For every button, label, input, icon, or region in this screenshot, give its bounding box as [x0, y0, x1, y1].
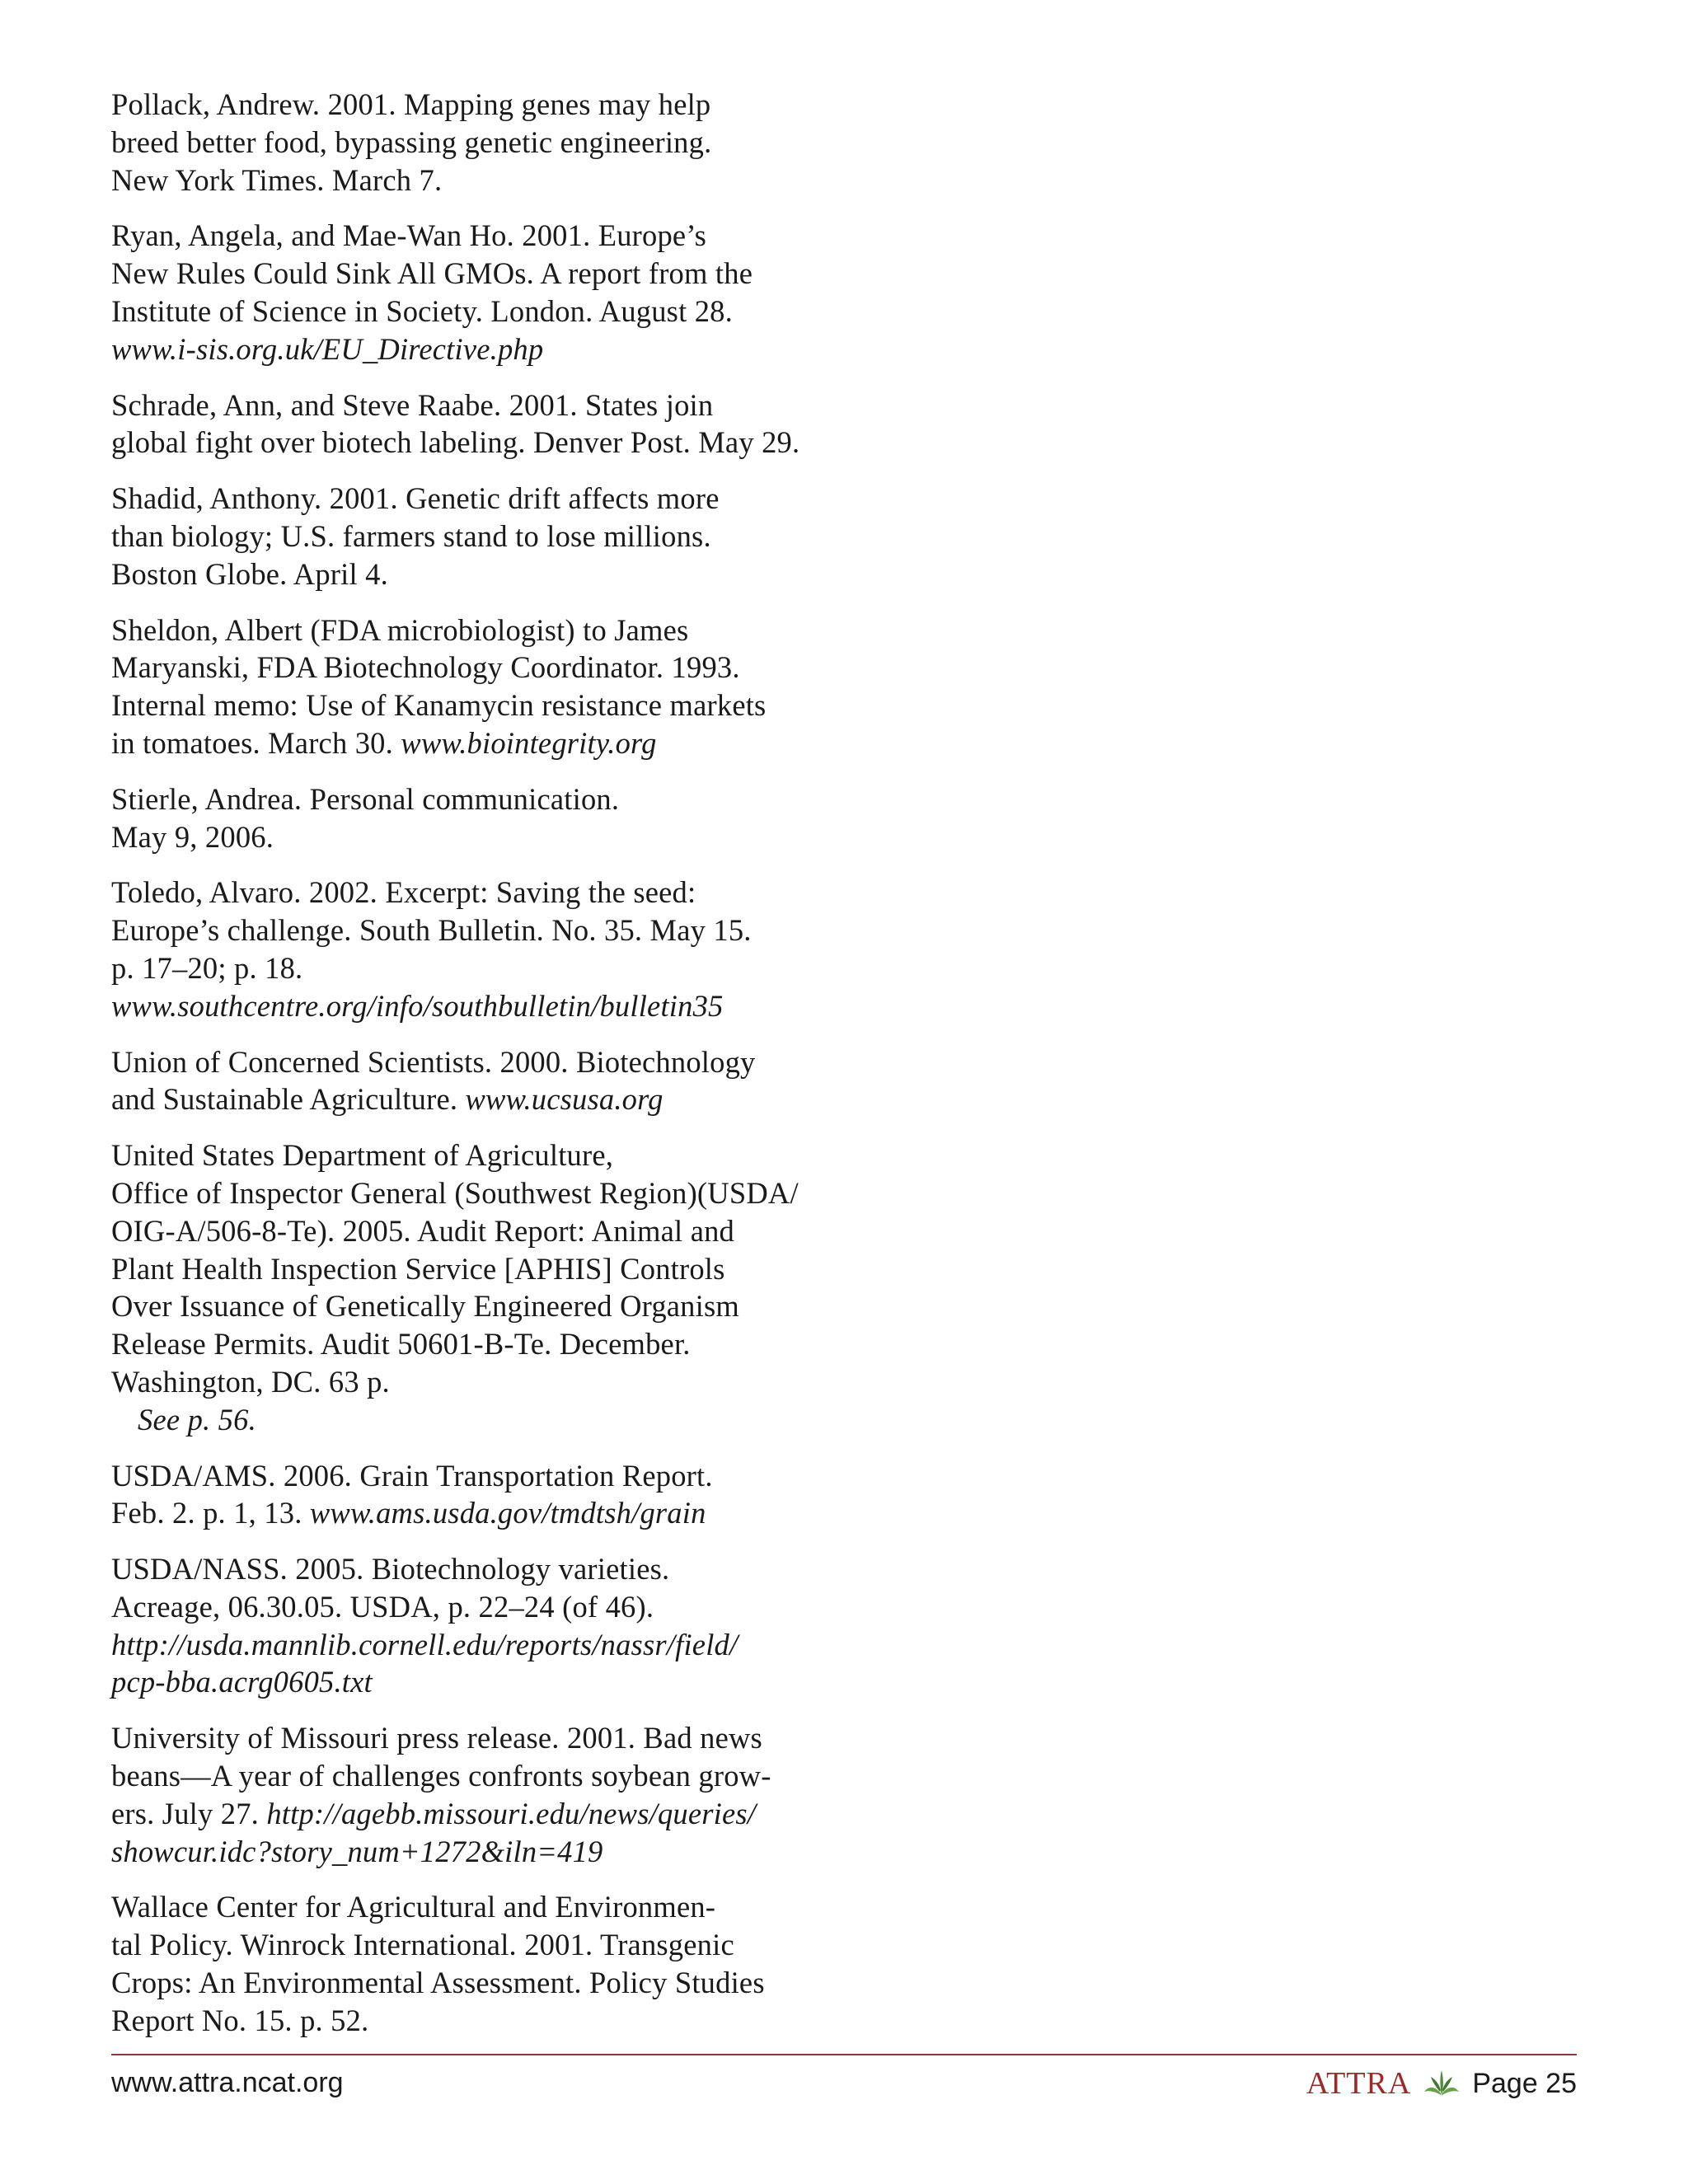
reference-entry — [111, 1719, 837, 1870]
reference-text-line — [111, 912, 837, 949]
reference-text-line — [111, 424, 837, 462]
reference-entry — [111, 1043, 837, 1119]
reference-text-line — [111, 780, 837, 818]
reference-text-line — [111, 649, 837, 687]
reference-text-line — [111, 1043, 837, 1081]
reference-text: Stierle, Andrea. Personal communication. — [111, 781, 620, 816]
reference-text-line — [111, 1550, 837, 1588]
reference-text: OIG-A/506-8-Te). 2005. Audit Report: Animal and — [111, 1213, 734, 1248]
reference-text-line — [111, 518, 837, 555]
reference-text-line — [111, 1494, 837, 1532]
page-footer — [111, 2060, 1577, 2110]
reference-text: Boston Globe. April 4. — [111, 556, 388, 591]
reference-text-line — [111, 1457, 837, 1495]
reference-note: See p. 56. — [138, 1402, 256, 1436]
reference-text: Feb. 2. p. 1, 13. — [111, 1496, 302, 1530]
reference-text-line — [111, 687, 837, 724]
reference-entry — [111, 387, 837, 462]
reference-text: p. 17–20; p. 18. — [111, 950, 303, 985]
reference-text: Report No. 15. p. 52. — [111, 2003, 369, 2037]
reference-text-line — [111, 293, 837, 330]
reference-text-line — [111, 1212, 837, 1250]
reference-text-line — [111, 555, 837, 593]
reference-text-line — [111, 1926, 837, 1964]
reference-text-line — [111, 724, 837, 762]
reference-entry — [111, 1888, 837, 2039]
reference-text: USDA/NASS. 2005. Biotechnology varieties. — [111, 1552, 670, 1586]
reference-text: Office of Inspector General (Southwest Region)(USDA/ — [111, 1175, 799, 1210]
reference-text-line — [111, 949, 837, 987]
attra-brand-name: ATTRA — [1306, 2066, 1412, 2101]
reference-text: Union of Concerned Scientists. 2000. Biotechnology — [111, 1044, 756, 1079]
reference-text: Crops: An Environmental Assessment. Policy Studies — [111, 1966, 765, 2000]
reference-entry — [111, 612, 837, 762]
reference-text: Over Issuance of Genetically Engineered Organism — [111, 1289, 739, 1324]
reference-url-link[interactable]: www.ucsusa.org — [465, 1082, 663, 1117]
reference-text-line — [111, 387, 837, 424]
reference-text: in tomatoes. March 30. — [111, 725, 393, 760]
reference-text: University of Missouri press release. 2001. Bad news — [111, 1721, 762, 1755]
reference-entry — [111, 1137, 837, 1438]
reference-url-link[interactable]: www.i-sis.org.uk/EU_Directive.php — [111, 331, 544, 366]
reference-text-line — [111, 1964, 837, 2002]
reference-text-line — [111, 1795, 837, 1833]
reference-text-line — [111, 1080, 837, 1118]
reference-list — [111, 86, 837, 2058]
reference-text: Europe’s challenge. South Bulletin. No. 35. May 15. — [111, 913, 752, 948]
reference-entry — [111, 480, 837, 593]
reference-text: United States Department of Agriculture, — [111, 1138, 614, 1173]
reference-text-line — [111, 2002, 837, 2040]
reference-text: Pollack, Andrew. 2001. Mapping genes may help — [111, 87, 711, 121]
reference-text-line — [111, 1174, 837, 1212]
reference-entry — [111, 217, 837, 368]
footer-brand-group — [1306, 2065, 1577, 2102]
reference-url-link[interactable]: www.biointegrity.org — [401, 725, 657, 760]
reference-entry — [111, 780, 837, 856]
reference-text-line — [111, 86, 837, 124]
reference-text-line — [111, 1757, 837, 1795]
reference-text: global fight over biotech labeling. Denver Post. May 29. — [111, 425, 800, 460]
reference-text: Sheldon, Albert (FDA microbiologist) to James — [111, 612, 689, 647]
reference-text-line — [111, 1137, 837, 1174]
reference-text-line — [111, 1250, 837, 1288]
reference-text-line — [111, 124, 837, 162]
reference-url-link[interactable]: www.ams.usda.gov/tmdtsh/grain — [309, 1496, 706, 1530]
reference-text-line — [111, 1588, 837, 1626]
footer-divider — [111, 2054, 1577, 2055]
reference-text: breed better food, bypassing genetic engineering. — [111, 124, 712, 159]
reference-entry — [111, 1550, 837, 1701]
reference-text-line — [111, 217, 837, 255]
reference-text: Maryanski, FDA Biotechnology Coordinator. 1993. — [111, 650, 740, 685]
reference-text: Wallace Center for Agricultural and Environmen- — [111, 1890, 716, 1924]
reference-text: ers. July 27. — [111, 1796, 260, 1830]
reference-text: Shadid, Anthony. 2001. Genetic drift affects more — [111, 481, 720, 516]
reference-text-line — [111, 1363, 837, 1401]
reference-text: New York Times. March 7. — [111, 162, 443, 197]
page-number: Page 25 — [1472, 2067, 1577, 2099]
reference-entry — [111, 874, 837, 1024]
reference-text-line — [111, 818, 837, 856]
reference-text: Institute of Science in Society. London. August 28. — [111, 293, 733, 328]
reference-text: Acreage, 06.30.05. USDA, p. 22–24 (of 46). — [111, 1589, 654, 1624]
leaf-icon — [1423, 2067, 1461, 2100]
reference-text-line — [111, 612, 837, 649]
reference-text: Plant Health Inspection Service [APHIS] Controls — [111, 1251, 725, 1286]
reference-url-link[interactable]: showcur.idc?story_num+1272&iln=419 — [111, 1834, 603, 1868]
reference-url-link[interactable]: pcp-bba.acrg0605.txt — [111, 1665, 373, 1699]
reference-text-line — [111, 162, 837, 199]
reference-text: Release Permits. Audit 50601-B-Te. December. — [111, 1327, 691, 1361]
reference-url-link[interactable]: http://usda.mannlib.cornell.edu/reports/nassr/field/ — [111, 1627, 738, 1661]
footer-website-link[interactable]: www.attra.ncat.org — [111, 2067, 344, 2098]
reference-text: Toledo, Alvaro. 2002. Excerpt: Saving the seed: — [111, 875, 696, 910]
reference-text-line — [111, 255, 837, 293]
reference-text-line — [111, 480, 837, 518]
reference-url-link[interactable]: www.southcentre.org/info/southbulletin/bulletin35 — [111, 988, 724, 1023]
reference-text: and Sustainable Agriculture. — [111, 1082, 458, 1117]
reference-text: tal Policy. Winrock International. 2001. Transgenic — [111, 1928, 734, 1962]
reference-entry — [111, 86, 837, 199]
reference-text: Ryan, Angela, and Mae-Wan Ho. 2001. Europe’s — [111, 218, 707, 253]
reference-text-line — [111, 1287, 837, 1325]
reference-text: Washington, DC. 63 p. — [111, 1364, 390, 1399]
reference-url-link[interactable]: http://agebb.missouri.edu/news/queries/ — [266, 1796, 757, 1830]
reference-text: Internal memo: Use of Kanamycin resistance markets — [111, 688, 767, 723]
reference-text-line — [111, 874, 837, 912]
reference-text: than biology; U.S. farmers stand to lose millions. — [111, 518, 711, 553]
reference-entry — [111, 1457, 837, 1533]
reference-text: New Rules Could Sink All GMOs. A report from the — [111, 256, 753, 291]
reference-text-line — [111, 1888, 837, 1926]
reference-text: May 9, 2006. — [111, 819, 274, 854]
reference-text: Schrade, Ann, and Steve Raabe. 2001. States join — [111, 387, 714, 422]
reference-text: USDA/AMS. 2006. Grain Transportation Report. — [111, 1458, 713, 1493]
reference-text: beans—A year of challenges confronts soybean grow- — [111, 1759, 771, 1793]
reference-text-line — [111, 1325, 837, 1363]
reference-text-line — [111, 1719, 837, 1757]
